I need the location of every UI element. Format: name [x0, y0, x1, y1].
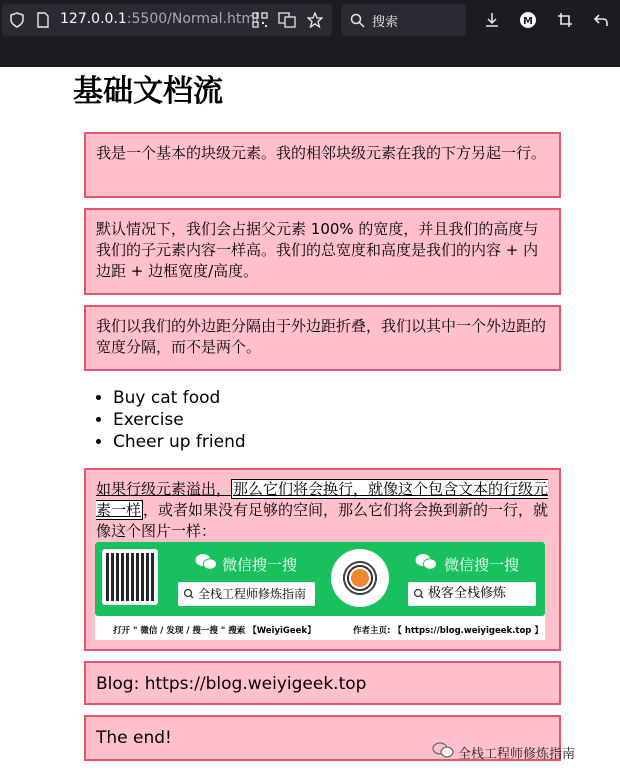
page-icon[interactable] [33, 10, 53, 30]
translate-icon[interactable] [277, 10, 297, 30]
watermark-text: 全栈工程师修炼指南 [458, 746, 576, 762]
qr-code-image [102, 549, 158, 605]
bookmark-star-icon[interactable] [305, 10, 325, 30]
list-item: • Buy cat food [113, 387, 246, 409]
banner-footer-right: 作者主页: 【 https://blog.weiyigeek.top 】 [353, 626, 543, 636]
svg-text:M: M [523, 16, 533, 27]
crop-icon[interactable] [555, 10, 575, 30]
todo-list [97, 387, 246, 453]
browser-toolbar [0, 0, 620, 40]
banner-search-box-2: 极客全栈修炼 [408, 582, 536, 606]
wechat-banner-image [95, 542, 545, 640]
toolbar-strip [0, 40, 620, 67]
inline-text-pre: 如果行级元素溢出， [96, 480, 232, 498]
inline-boxed-text: 那么它们将会换行，就像这个包含文本的行级元素一样 [96, 480, 549, 519]
qr-code-icon[interactable] [250, 10, 270, 30]
block-element-3: 我们以我们的外边距分隔由于外边距折叠，我们以其中一个外边距的宽度分隔，而不是两个。 [84, 305, 561, 371]
search-icon [183, 582, 194, 614]
inline-text-post: ，或者如果没有足够的空间，那么它们将会换到新的一行，就像这个图片一样： [96, 501, 549, 540]
wechat-search-title: 微信搜一搜 [222, 556, 298, 574]
page-title: 基础文档流 [73, 74, 223, 109]
mini-program-code-image [331, 549, 389, 607]
search-icon [413, 582, 424, 614]
wechat-watermark-icon [432, 742, 454, 762]
blog-block: Blog: https://blog.weiyigeek.top [84, 661, 561, 705]
list-item: • Cheer up friend [113, 431, 246, 453]
list-item: • Exercise [113, 409, 246, 431]
url-text[interactable]: 127.0.0.1:5500/Normal.html [60, 11, 259, 27]
banner-search-box-1: 全栈工程师修炼指南 [178, 582, 315, 606]
account-icon[interactable] [518, 10, 538, 30]
watermark [432, 742, 575, 762]
block-element-1: 我是一个基本的块级元素。我的相邻块级元素在我的下方另起一行。 [84, 132, 561, 198]
shield-icon[interactable] [7, 10, 27, 30]
end-block: The end! [84, 715, 561, 761]
wechat-icon [415, 553, 437, 575]
block-element-2: 默认情况下，我们会占据父元素 100% 的宽度，并且我们的高度与我们的子元素内容一样高。我们的总宽度和高度是我们的内容 + 内边距 + 边框宽度/高度。 [84, 208, 561, 295]
undo-icon[interactable] [591, 10, 611, 30]
wechat-search-title-2: 微信搜一搜 [444, 556, 520, 574]
wechat-icon [195, 553, 217, 575]
download-icon[interactable] [482, 10, 502, 30]
search-placeholder[interactable]: 搜索 [372, 15, 399, 30]
banner-footer-left: 打开 " 微信 / 发现 / 搜一搜 " 搜索 【WeiyiGeek】 [113, 626, 316, 636]
search-icon [347, 10, 367, 30]
